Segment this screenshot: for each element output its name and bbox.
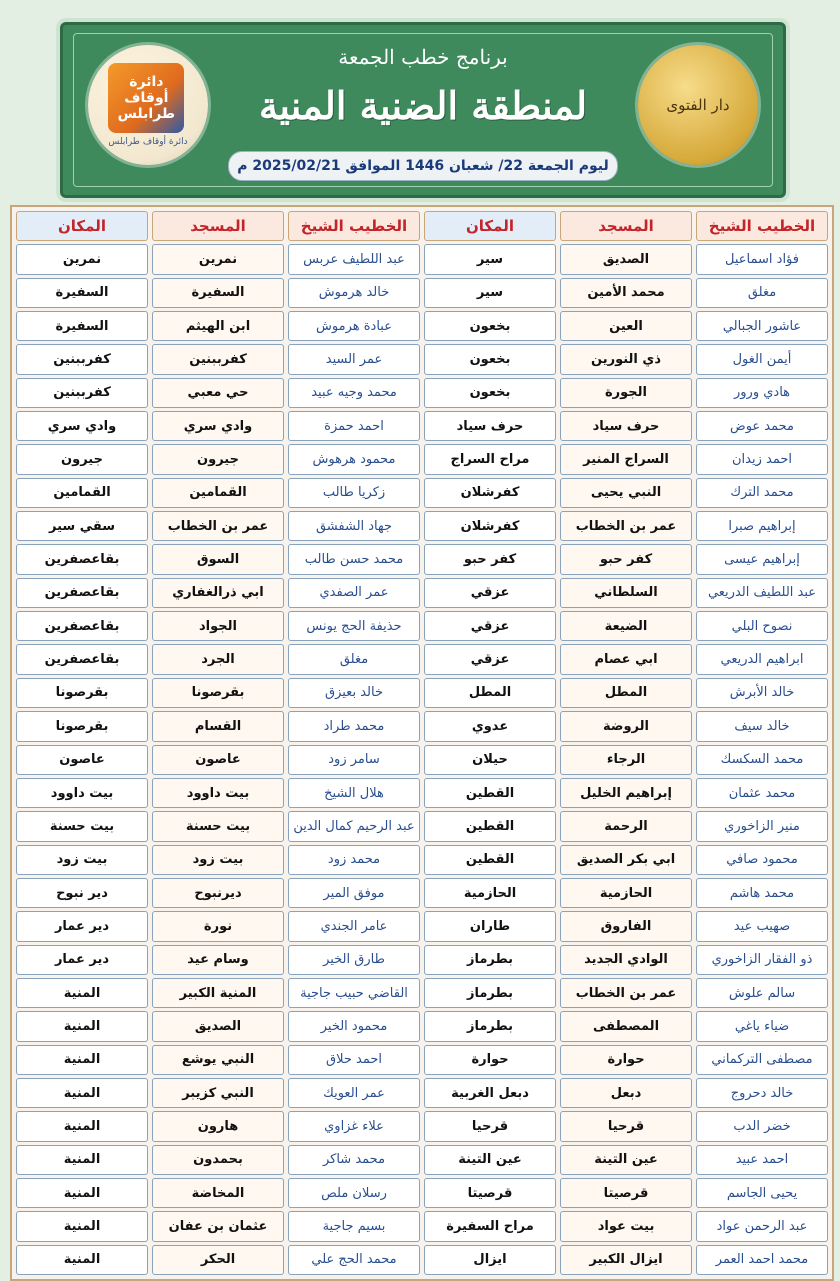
preacher-cell: عمر العويك <box>288 1078 420 1108</box>
mosque-cell: عثمان بن عفان <box>152 1211 284 1241</box>
preacher-cell: بسيم جاجية <box>288 1211 420 1241</box>
preacher-cell: عبد اللطيف الدريعي <box>696 578 828 608</box>
place-cell: كفرشلان <box>424 511 556 541</box>
mosque-cell: القسام <box>152 711 284 741</box>
mosque-cell: ابي عصام <box>560 644 692 674</box>
place-cell: بقرصونا <box>16 711 148 741</box>
mosque-cell: بقرصونا <box>152 678 284 708</box>
preacher-cell: أيمن الغول <box>696 344 828 374</box>
place-cell: المطل <box>424 678 556 708</box>
mosque-cell: النبي كزيبر <box>152 1078 284 1108</box>
preacher-cell: محمود الخير <box>288 1011 420 1041</box>
place-cell: بقاعصفرين <box>16 611 148 641</box>
place-cell: المنية <box>16 1211 148 1241</box>
preacher-cell: ابراهيم الدريعي <box>696 644 828 674</box>
preacher-cell: القاضي حبيب جاجية <box>288 978 420 1008</box>
mosque-cell: نمرين <box>152 244 284 274</box>
place-cell: المنية <box>16 1045 148 1075</box>
place-cell: الحازمية <box>424 878 556 908</box>
mosque-cell: المطل <box>560 678 692 708</box>
place-cell: ايزال <box>424 1245 556 1275</box>
place-cell: السفيرة <box>16 278 148 308</box>
header-preacher-2: الخطيب الشيخ <box>288 211 420 241</box>
preacher-cell: محمد الحج علي <box>288 1245 420 1275</box>
mosque-cell: عاصون <box>152 745 284 775</box>
preacher-cell: عبد الرحمن عواد <box>696 1211 828 1241</box>
mosque-cell: الحكر <box>152 1245 284 1275</box>
mosque-cell: السراج المنير <box>560 444 692 474</box>
mosque-cell: إبراهيم الخليل <box>560 778 692 808</box>
mosque-cell: ابن الهيثم <box>152 311 284 341</box>
mosque-cell: قرصيتا <box>560 1178 692 1208</box>
preacher-cell: إبراهيم صبرا <box>696 511 828 541</box>
place-cell: قرصيتا <box>424 1178 556 1208</box>
preacher-cell: مصطفى التركماني <box>696 1045 828 1075</box>
place-cell: نمرين <box>16 244 148 274</box>
preacher-cell: خالد دحروج <box>696 1078 828 1108</box>
place-cell: بيت زود <box>16 845 148 875</box>
program-title: برنامج خطب الجمعة <box>338 45 508 69</box>
mosque-cell: النبي يوشع <box>152 1045 284 1075</box>
header-place-2: المكان <box>16 211 148 241</box>
mosque-cell: المنية الكبير <box>152 978 284 1008</box>
mosque-cell: السوق <box>152 544 284 574</box>
place-cell: السفيرة <box>16 311 148 341</box>
place-cell: كفرببنين <box>16 378 148 408</box>
dar-al-fatwa-logo-text: دار الفتوى <box>666 96 730 114</box>
preacher-cell: زكريا طالب <box>288 478 420 508</box>
awqaf-tripoli-logo <box>88 45 208 165</box>
mosque-cell: الجورة <box>560 378 692 408</box>
mosque-cell: ديرنبوح <box>152 878 284 908</box>
place-cell: المنية <box>16 1145 148 1175</box>
mosque-cell: الصديق <box>560 244 692 274</box>
preacher-cell: سامر زود <box>288 745 420 775</box>
dar-al-fatwa-logo <box>638 45 758 165</box>
preacher-cell: محمد السكسك <box>696 745 828 775</box>
place-cell: حوارة <box>424 1045 556 1075</box>
place-cell: المنية <box>16 1111 148 1141</box>
mosque-cell: بيت عواد <box>560 1211 692 1241</box>
header-place: المكان <box>424 211 556 241</box>
place-cell: القمامين <box>16 478 148 508</box>
preacher-cell: محمد طراد <box>288 711 420 741</box>
preacher-cell: خالد سيف <box>696 711 828 741</box>
preacher-cell: محمد شاكر <box>288 1145 420 1175</box>
mosque-cell: الرجاء <box>560 745 692 775</box>
preacher-cell: خالد الأبرش <box>696 678 828 708</box>
mosque-cell: عين التينة <box>560 1145 692 1175</box>
preacher-cell: محمد احمد العمر <box>696 1245 828 1275</box>
mosque-cell: المخاضة <box>152 1178 284 1208</box>
mosque-cell: عمر بن الخطاب <box>560 511 692 541</box>
mosque-cell: الرحمة <box>560 811 692 841</box>
place-cell: حرف سياد <box>424 411 556 441</box>
place-cell: مراح السفيرة <box>424 1211 556 1241</box>
preacher-cell: طارق الخير <box>288 945 420 975</box>
header-preacher: الخطيب الشيخ <box>696 211 828 241</box>
mosque-cell: كفرببنين <box>152 344 284 374</box>
preacher-cell: خضر الدب <box>696 1111 828 1141</box>
mosque-cell: الحازمية <box>560 878 692 908</box>
preacher-cell: محمد زود <box>288 845 420 875</box>
place-cell: بيت حسنة <box>16 811 148 841</box>
preacher-cell: ضياء ياغي <box>696 1011 828 1041</box>
place-cell: المنية <box>16 1011 148 1041</box>
mosque-cell: الضيعة <box>560 611 692 641</box>
place-cell: بقرصونا <box>16 678 148 708</box>
mosque-cell: الجرد <box>152 644 284 674</box>
place-cell: القطين <box>424 845 556 875</box>
mosque-cell: ابي ذرالغفاري <box>152 578 284 608</box>
place-cell: جيرون <box>16 444 148 474</box>
preacher-cell: محمود صافي <box>696 845 828 875</box>
place-cell: عزقي <box>424 578 556 608</box>
preacher-cell: احمد حمزة <box>288 411 420 441</box>
preacher-cell: محمد حسن طالب <box>288 544 420 574</box>
place-cell: كفرشلان <box>424 478 556 508</box>
place-cell: بخعون <box>424 378 556 408</box>
preacher-cell: يحيى الجاسم <box>696 1178 828 1208</box>
header-mosque: المسجد <box>560 211 692 241</box>
place-cell: سير <box>424 278 556 308</box>
preacher-cell: جهاد الشفشق <box>288 511 420 541</box>
preacher-cell: محمد عثمان <box>696 778 828 808</box>
place-cell: عاصون <box>16 745 148 775</box>
mosque-cell: الصديق <box>152 1011 284 1041</box>
place-cell: بطرماز <box>424 1011 556 1041</box>
mosque-cell: بحمدون <box>152 1145 284 1175</box>
mosque-cell: حرف سياد <box>560 411 692 441</box>
place-cell: مراح السراج <box>424 444 556 474</box>
mosque-cell: الفاروق <box>560 911 692 941</box>
preacher-cell: محمد عوض <box>696 411 828 441</box>
schedule-grid <box>16 211 828 1275</box>
place-cell: دير عمار <box>16 945 148 975</box>
mosque-cell: الروضة <box>560 711 692 741</box>
place-cell: دير عمار <box>16 911 148 941</box>
preacher-cell: فؤاد اسماعيل <box>696 244 828 274</box>
place-cell: القطين <box>424 811 556 841</box>
place-cell: بخعون <box>424 344 556 374</box>
place-cell: بقاعصفرين <box>16 644 148 674</box>
preacher-cell: محمد الترك <box>696 478 828 508</box>
place-cell: بطرماز <box>424 978 556 1008</box>
preacher-cell: احمد حلاق <box>288 1045 420 1075</box>
region-title: لمنطقة الضنية المنية <box>258 83 588 128</box>
place-cell: المنية <box>16 978 148 1008</box>
mosque-cell: العين <box>560 311 692 341</box>
place-cell: كفرببنين <box>16 344 148 374</box>
place-cell: القطين <box>424 778 556 808</box>
place-cell: عزقي <box>424 611 556 641</box>
mosque-cell: بيت داوود <box>152 778 284 808</box>
mosque-cell: وسام عيد <box>152 945 284 975</box>
place-cell: عين التينة <box>424 1145 556 1175</box>
preacher-cell: محمد هاشم <box>696 878 828 908</box>
preacher-cell: محمود هرهوش <box>288 444 420 474</box>
preacher-cell: حذيفة الحج يونس <box>288 611 420 641</box>
preacher-cell: رسلان ملص <box>288 1178 420 1208</box>
preacher-cell: احمد زيدان <box>696 444 828 474</box>
mosque-cell: عمر بن الخطاب <box>560 978 692 1008</box>
preacher-cell: خالد هرموش <box>288 278 420 308</box>
preacher-cell: عمر السيد <box>288 344 420 374</box>
mosque-cell: ذي النورين <box>560 344 692 374</box>
mosque-cell: بيت زود <box>152 845 284 875</box>
preacher-cell: هادي ورور <box>696 378 828 408</box>
place-cell: حيلان <box>424 745 556 775</box>
mosque-cell: عمر بن الخطاب <box>152 511 284 541</box>
schedule-table <box>10 205 834 1281</box>
mosque-cell: حي معبي <box>152 378 284 408</box>
mosque-cell: جيرون <box>152 444 284 474</box>
place-cell: المنية <box>16 1078 148 1108</box>
place-cell: المنية <box>16 1178 148 1208</box>
preacher-cell: هلال الشيخ <box>288 778 420 808</box>
preacher-cell: عمر الصفدي <box>288 578 420 608</box>
place-cell: طاران <box>424 911 556 941</box>
preacher-cell: عاشور الجبالي <box>696 311 828 341</box>
mosque-cell: ايزال الكبير <box>560 1245 692 1275</box>
preacher-cell: عبد اللطيف عربس <box>288 244 420 274</box>
place-cell: عزقي <box>424 644 556 674</box>
place-cell: كفر حبو <box>424 544 556 574</box>
awqaf-logo-badge: دائرة أوقاف طرابلس <box>108 63 184 133</box>
mosque-cell: الوادي الجديد <box>560 945 692 975</box>
mosque-cell: دبعل <box>560 1078 692 1108</box>
preacher-cell: ذو الفقار الزاخوري <box>696 945 828 975</box>
place-cell: بيت داوود <box>16 778 148 808</box>
mosque-cell: الجواد <box>152 611 284 641</box>
place-cell: بطرماز <box>424 945 556 975</box>
mosque-cell: بيت حسنة <box>152 811 284 841</box>
place-cell: سقي سير <box>16 511 148 541</box>
mosque-cell: كفر حبو <box>560 544 692 574</box>
mosque-cell: المصطفى <box>560 1011 692 1041</box>
place-cell: سير <box>424 244 556 274</box>
place-cell: بقاعصفرين <box>16 544 148 574</box>
place-cell: وادي سري <box>16 411 148 441</box>
preacher-cell: صهيب عيد <box>696 911 828 941</box>
mosque-cell: السلطاني <box>560 578 692 608</box>
mosque-cell: ابي بكر الصديق <box>560 845 692 875</box>
preacher-cell: موفق المير <box>288 878 420 908</box>
mosque-cell: النبي يحيى <box>560 478 692 508</box>
preacher-cell: نصوح البلي <box>696 611 828 641</box>
preacher-cell: إبراهيم عيسى <box>696 544 828 574</box>
place-cell: دبعل الغربية <box>424 1078 556 1108</box>
mosque-cell: السفيرة <box>152 278 284 308</box>
preacher-cell: عبادة هرموش <box>288 311 420 341</box>
mosque-cell: القمامين <box>152 478 284 508</box>
preacher-cell: خالد بعيزق <box>288 678 420 708</box>
header-mosque-2: المسجد <box>152 211 284 241</box>
date-line: ليوم الجمعة 22/ شعبان 1446 الموافق 2025/02/21 م <box>228 151 618 181</box>
header-banner <box>60 22 786 198</box>
preacher-cell: احمد عبيد <box>696 1145 828 1175</box>
place-cell: قرحيا <box>424 1111 556 1141</box>
mosque-cell: قرحيا <box>560 1111 692 1141</box>
place-cell: دير نبوح <box>16 878 148 908</box>
mosque-cell: محمد الأمين <box>560 278 692 308</box>
place-cell: المنية <box>16 1245 148 1275</box>
mosque-cell: وادي سري <box>152 411 284 441</box>
preacher-cell: عبد الرحيم كمال الدين <box>288 811 420 841</box>
place-cell: بخعون <box>424 311 556 341</box>
preacher-cell: مغلق <box>288 644 420 674</box>
preacher-cell: منير الزاخوري <box>696 811 828 841</box>
place-cell: عدوي <box>424 711 556 741</box>
place-cell: بقاعصفرين <box>16 578 148 608</box>
preacher-cell: محمد وجيه عبيد <box>288 378 420 408</box>
preacher-cell: علاء غزاوي <box>288 1111 420 1141</box>
preacher-cell: مغلق <box>696 278 828 308</box>
awqaf-logo-subtitle: دائرة أوقاف طرابلس <box>108 137 188 147</box>
preacher-cell: عامر الجندي <box>288 911 420 941</box>
mosque-cell: نورة <box>152 911 284 941</box>
mosque-cell: هارون <box>152 1111 284 1141</box>
preacher-cell: سالم علوش <box>696 978 828 1008</box>
mosque-cell: حوارة <box>560 1045 692 1075</box>
